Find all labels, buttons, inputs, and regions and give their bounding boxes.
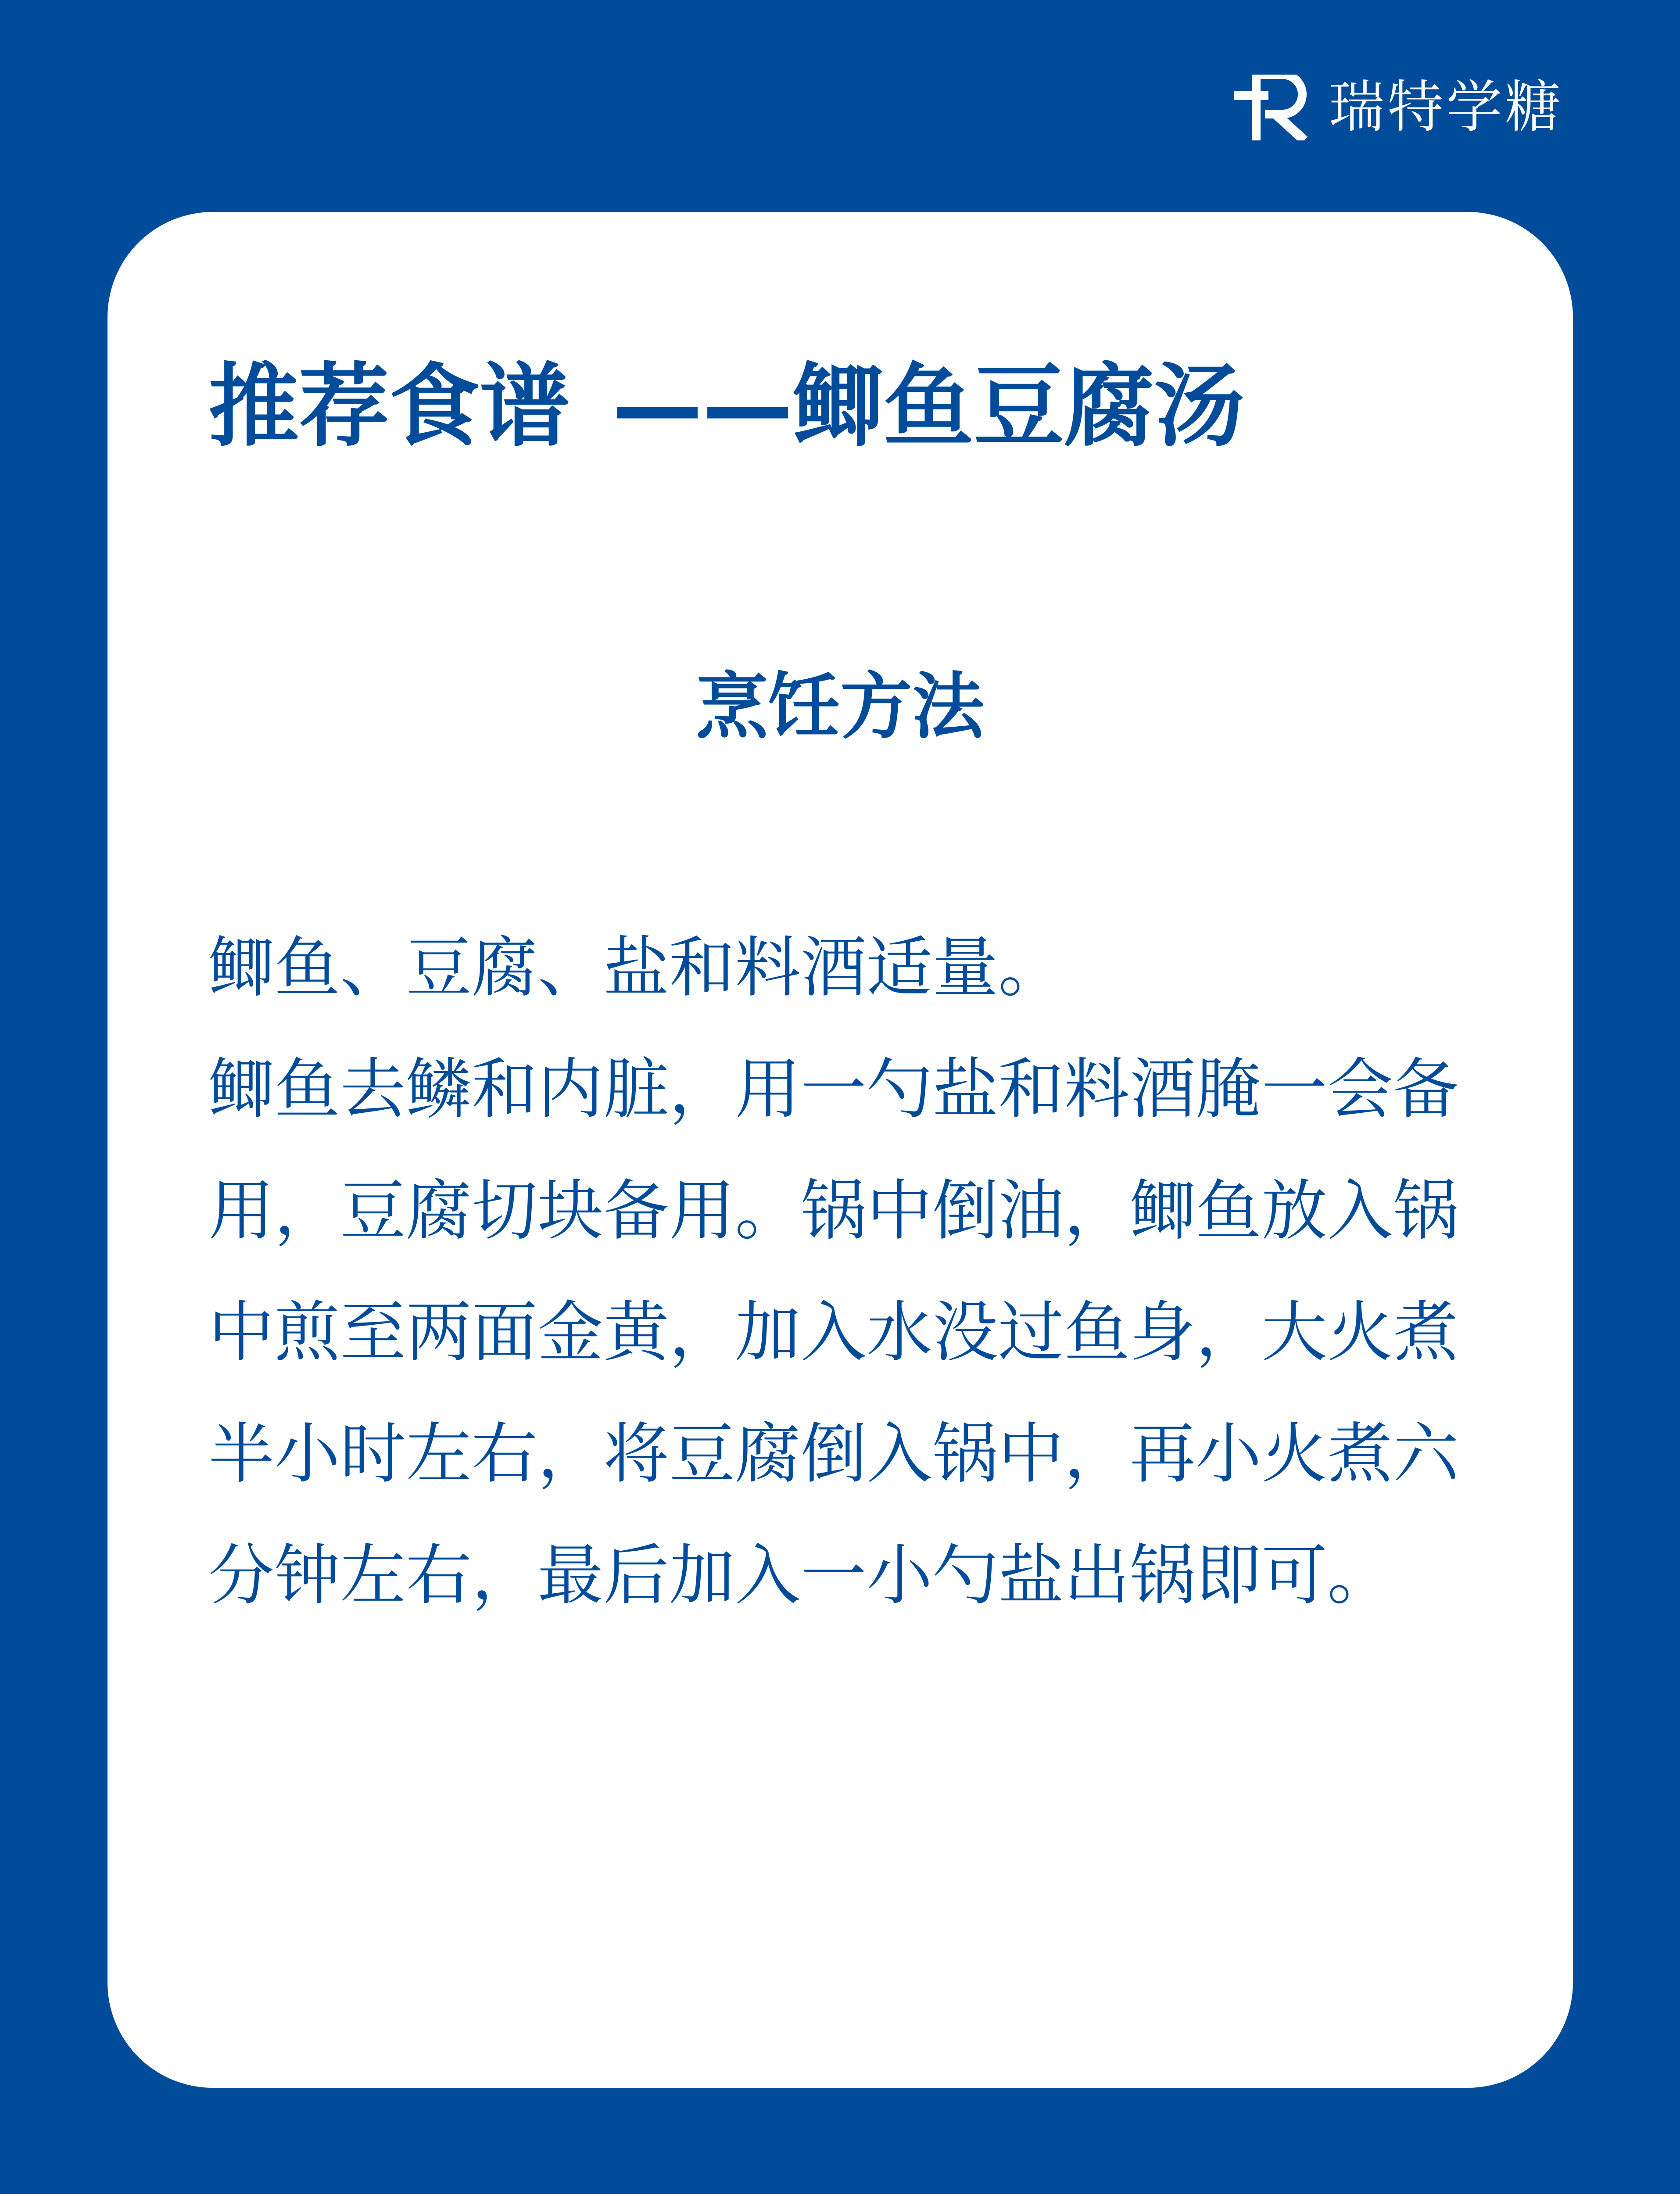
title-main: 推荐食谱 — [208, 354, 570, 459]
brand-header — [1234, 75, 1564, 140]
steps-text: 鲫鱼去鳞和内脏，用一勺盐和料酒腌一会备用，豆腐切块备用。锅中倒油，鲫鱼放入锅中煎至两面金黄，加入水没过鱼身，大火煮半小时左右，将豆腐倒入锅中，再小火煮六分钟左右，最后加入一小勺盐出锅即可。 — [208, 1051, 1459, 1614]
cooking-method-heading: 烹饪方法 — [696, 665, 984, 749]
ingredients-text: 鲫鱼、豆腐、盐和料酒适量。 — [208, 930, 1064, 1006]
recipe-card — [107, 212, 1573, 2088]
cooking-method-body — [208, 907, 1485, 1637]
recipe-title — [208, 352, 1245, 461]
ruite-r-logo-icon — [1234, 75, 1311, 140]
brand-name: 瑞特学糖 — [1328, 75, 1564, 140]
title-dish-name: ——鲫鱼豆腐汤 — [612, 354, 1245, 459]
